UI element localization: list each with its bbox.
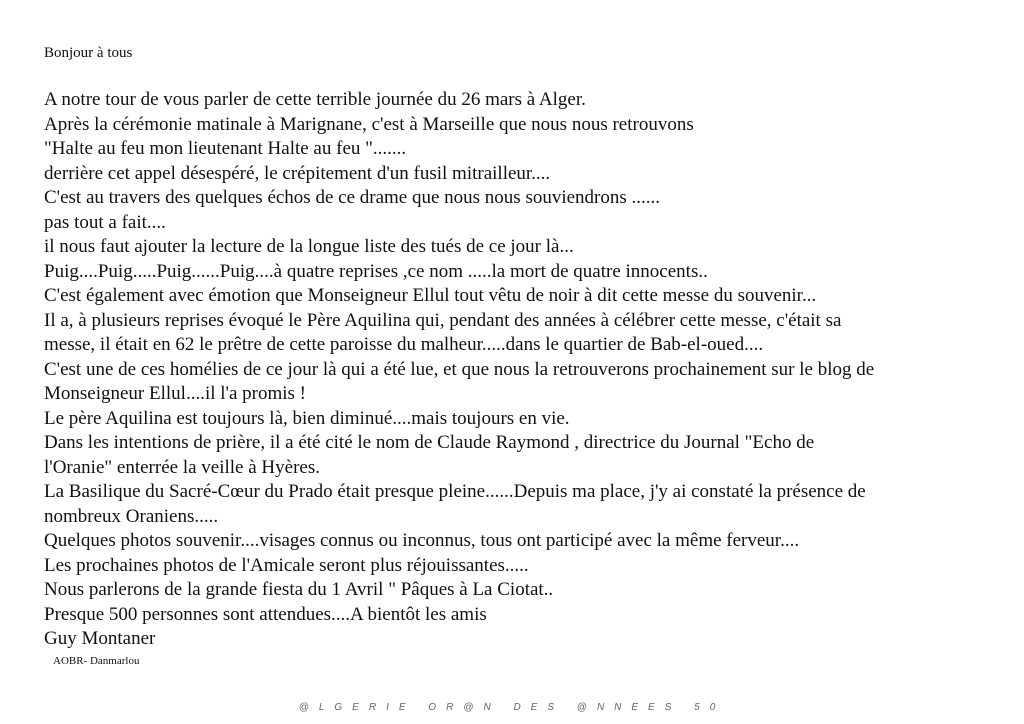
organization-label: AOBR- Danmarlou: [53, 655, 140, 667]
paragraph-line: Puig....Puig.....Puig......Puig....à quatre reprises ,ce nom .....la mort de quatre innocents..: [44, 260, 708, 282]
paragraph-line: La Basilique du Sacré-Cœur du Prado était presque pleine......Depuis ma place, j'y ai constaté la présence de: [44, 481, 866, 502]
paragraph-line: A notre tour de vous parler de cette terrible journée du 26 mars à Alger.: [44, 89, 586, 110]
paragraph-line: pas tout a fait....: [44, 211, 166, 233]
paragraph-line: messe, il était en 62 le prêtre de cette paroisse du malheur.....dans le quartier de Bab-el-oued....: [44, 334, 764, 355]
paragraph-line: l'Oranie" enterrée la veille à Hyères.: [44, 456, 320, 478]
paragraph-line: "Halte au feu mon lieutenant Halte au feu ".......: [44, 138, 407, 159]
paragraph-line: Le père Aquilina est toujours là, bien diminué....mais toujours en vie.: [44, 407, 570, 429]
paragraph-line: C'est au travers des quelques échos de ce drame que nous nous souviendrons ......: [44, 187, 661, 208]
greeting: Bonjour à tous: [44, 45, 133, 61]
paragraph-line: nombreux Oraniens.....: [44, 505, 219, 527]
signature: Guy Montaner: [44, 628, 156, 649]
letter-body: [44, 88, 1004, 652]
paragraph-line: Les prochaines photos de l'Amicale seront plus réjouissantes.....: [44, 554, 529, 576]
paragraph-line: derrière cet appel désespéré, le crépitement d'un fusil mitrailleur....: [44, 162, 551, 184]
paragraph-line: Presque 500 personnes sont attendues....A bientôt les amis: [44, 603, 487, 625]
page-footer: @LGERIE OR@N DES @NNEES 50: [298, 702, 726, 713]
paragraph-line: Monseigneur Ellul....il l'a promis !: [44, 383, 307, 404]
paragraph-line: il nous faut ajouter la lecture de la longue liste des tués de ce jour là...: [44, 236, 574, 257]
paragraph-line: Quelques photos souvenir....visages connus ou inconnus, tous ont participé avec la même ferveur....: [44, 530, 800, 551]
paragraph-line: C'est également avec émotion que Monseigneur Ellul tout vêtu de noir à dit cette messe du souvenir...: [44, 285, 817, 306]
paragraph-line: Dans les intentions de prière, il a été cité le nom de Claude Raymond , directrice du Journal "Echo de: [44, 432, 815, 453]
paragraph-line: Après la cérémonie matinale à Marignane, c'est à Marseille que nous nous retrouvons: [44, 113, 694, 135]
paragraph-line: Il a, à plusieurs reprises évoqué le Père Aquilina qui, pendant des années à célébrer cette messe, c'était sa: [44, 309, 842, 331]
paragraph-line: C'est une de ces homélies de ce jour là qui a été lue, et que nous la retrouverons prochainement sur le blog de: [44, 358, 875, 380]
paragraph-line: Nous parlerons de la grande fiesta du 1 Avril " Pâques à La Ciotat..: [44, 579, 554, 600]
